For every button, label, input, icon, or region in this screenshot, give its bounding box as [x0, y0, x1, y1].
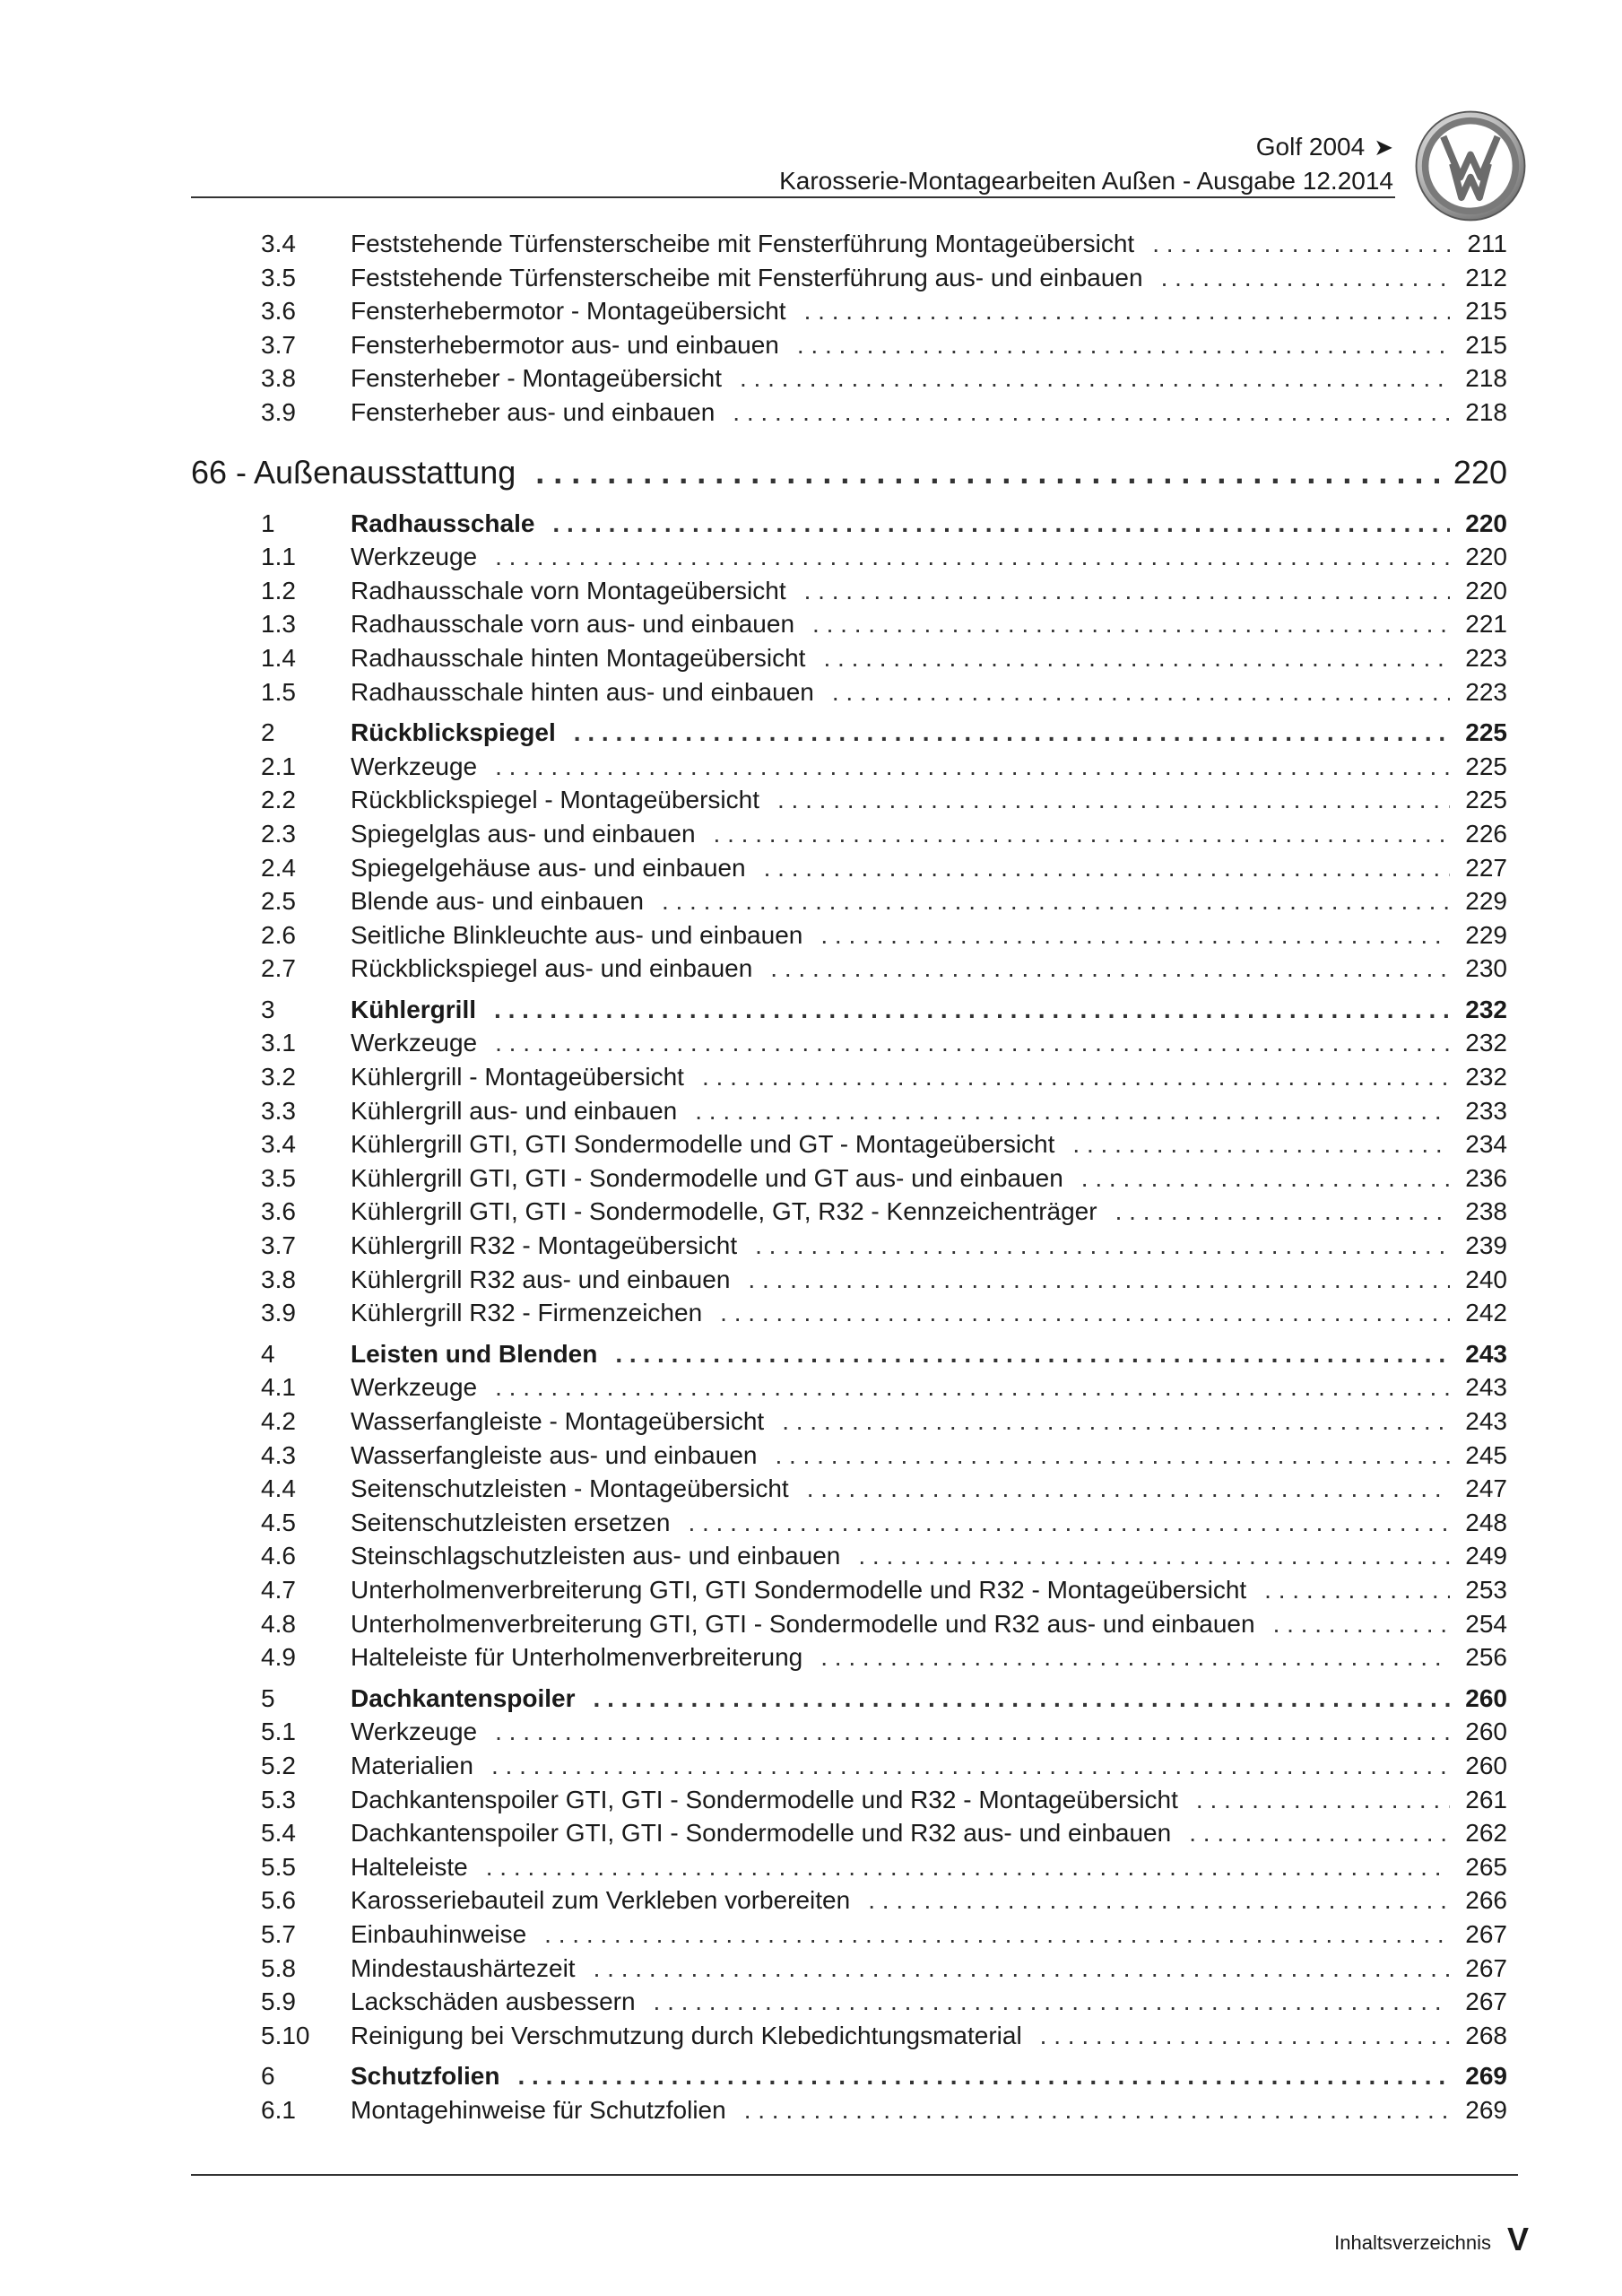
toc-entry-page: 240: [1465, 1265, 1507, 1293]
toc-section-entry[interactable]: [191, 2059, 1507, 2093]
toc-entry[interactable]: [191, 1952, 1507, 1986]
toc-entry-page: 225: [1465, 718, 1507, 747]
arrow-right-icon: ➤: [1374, 134, 1393, 161]
toc-leader-dots: [1189, 1816, 1450, 1850]
toc-entry-number: 3.6: [261, 1197, 296, 1226]
toc-entry-page: 220: [1453, 453, 1507, 491]
toc-entry[interactable]: [191, 1539, 1507, 1573]
toc-entry-page: 262: [1465, 1819, 1507, 1848]
toc-entry[interactable]: [191, 1749, 1507, 1783]
toc-entry-title: Rückblickspiegel - Montageübersicht: [351, 786, 759, 814]
toc-entry-number: 1.2: [261, 576, 296, 604]
toc-leader-dots: [1115, 1195, 1450, 1229]
toc-entry[interactable]: [191, 2093, 1507, 2127]
header-divider: [191, 196, 1395, 198]
toc-entry-page: 229: [1465, 887, 1507, 916]
toc-leader-dots: [777, 783, 1450, 817]
toc-entry-title: Einbauhinweise: [351, 1919, 527, 1948]
toc-entry-title: Radhausschale hinten aus- und einbauen: [351, 677, 814, 706]
toc-entry[interactable]: [191, 1405, 1507, 1439]
toc-entry-page: 236: [1465, 1163, 1507, 1192]
toc-entry-number: 5: [261, 1683, 275, 1712]
toc-leader-dots: [832, 675, 1450, 709]
toc-entry-number: 3.5: [261, 1163, 296, 1192]
toc-entry-page: 221: [1465, 610, 1507, 639]
toc-entry-page: 267: [1465, 1953, 1507, 1982]
toc-entry-page: 254: [1465, 1609, 1507, 1638]
toc-entry[interactable]: [191, 1918, 1507, 1952]
toc-leader-dots: [812, 607, 1450, 641]
toc-entry[interactable]: [191, 1472, 1507, 1506]
toc-entry-page: 245: [1465, 1440, 1507, 1469]
toc-entry-number: 3.7: [261, 330, 296, 359]
toc-entry-page: 248: [1465, 1508, 1507, 1536]
toc-entry-title: Feststehende Türfensterscheibe mit Fensterführung aus- und einbauen: [351, 263, 1143, 291]
toc-entry-number: 6: [261, 2062, 275, 2091]
toc-entry[interactable]: [191, 328, 1507, 362]
toc-leader-dots: [770, 952, 1450, 986]
toc-section-entry[interactable]: [191, 993, 1507, 1027]
toc-entry-page: 266: [1465, 1886, 1507, 1915]
toc-entry-title: Kühlergrill R32 - Firmenzeichen: [351, 1299, 703, 1327]
toc-entry-number: 4.6: [261, 1542, 296, 1570]
toc-entry-number: 3.3: [261, 1096, 296, 1125]
toc-entry[interactable]: [191, 918, 1507, 952]
toc-entry-title: Kühlergrill: [351, 995, 477, 1023]
toc-entry-number: 2.3: [261, 819, 296, 848]
toc-leader-dots: [868, 1883, 1450, 1918]
toc-entry-number: 2.4: [261, 853, 296, 882]
toc-entry-title: Materialien: [351, 1751, 473, 1779]
toc-leader-dots: [797, 328, 1450, 362]
toc-entry-number: 4.5: [261, 1508, 296, 1536]
toc-entry-number: 4.2: [261, 1407, 296, 1435]
toc-leader-dots: [544, 1918, 1450, 1952]
toc-entry[interactable]: [191, 1607, 1507, 1641]
toc-entry-page: 256: [1465, 1643, 1507, 1672]
toc-entry-title: Kühlergrill R32 aus- und einbauen: [351, 1265, 731, 1293]
toc-entry-page: 225: [1465, 786, 1507, 814]
toc-entry-number: 1.3: [261, 610, 296, 639]
toc-entry[interactable]: [191, 607, 1507, 641]
toc-leader-dots: [764, 851, 1450, 885]
toc-entry[interactable]: [191, 750, 1507, 784]
toc-entry-title: Dachkantenspoiler GTI, GTI - Sondermodelle und R32 - Montageübersicht: [351, 1785, 1178, 1813]
toc-entry-number: 3.9: [261, 397, 296, 426]
toc-entry-number: 5.3: [261, 1785, 296, 1813]
toc-entry-page: 239: [1465, 1231, 1507, 1260]
toc-entry[interactable]: [191, 1127, 1507, 1161]
toc-entry-number: 2.5: [261, 887, 296, 916]
toc-leader-dots: [662, 884, 1450, 918]
toc-leader-dots: [517, 2059, 1450, 2093]
toc-leader-dots: [495, 1370, 1450, 1405]
toc-entry-number: 5.9: [261, 1987, 296, 2016]
toc-entry[interactable]: [191, 851, 1507, 885]
toc-entry-page: 220: [1465, 543, 1507, 571]
toc-entry-page: 267: [1465, 1919, 1507, 1948]
toc-leader-dots: [1264, 1573, 1450, 1607]
toc-entry-number: 4: [261, 1339, 275, 1368]
toc-entry-page: 243: [1465, 1339, 1507, 1368]
toc-entry-title: Werkzeuge: [351, 1029, 478, 1057]
toc-entry-title: Werkzeuge: [351, 543, 478, 571]
toc-entry-number: 3.7: [261, 1231, 296, 1260]
toc-entry[interactable]: [191, 952, 1507, 986]
toc-entry-page: 253: [1465, 1575, 1507, 1604]
toc-leader-dots: [594, 1952, 1450, 1986]
toc-entry-number: 2: [261, 718, 275, 747]
toc-entry-page: 232: [1465, 1063, 1507, 1091]
toc-entry-number: 3.9: [261, 1299, 296, 1327]
toc-entry-number: 5.5: [261, 1852, 296, 1881]
toc-entry[interactable]: [191, 1060, 1507, 1094]
toc-leader-dots: [688, 1506, 1450, 1540]
toc-entry-number: 3.8: [261, 1265, 296, 1293]
toc-entry[interactable]: [191, 1640, 1507, 1674]
toc-entry[interactable]: [191, 1296, 1507, 1330]
toc-entry-page: 233: [1465, 1096, 1507, 1125]
toc-entry-page: 225: [1465, 752, 1507, 780]
toc-leader-dots: [775, 1439, 1450, 1473]
toc-entry-title: Radhausschale: [351, 509, 535, 537]
toc-leader-dots: [740, 361, 1450, 396]
toc-entry-title: Dachkantenspoiler: [351, 1683, 576, 1712]
toc-leader-dots: [748, 1263, 1450, 1297]
toc-entry[interactable]: [191, 227, 1507, 261]
toc-entry[interactable]: [191, 1094, 1507, 1128]
toc-leader-dots: [858, 1539, 1450, 1573]
toc-entry-page: 218: [1465, 397, 1507, 426]
toc-entry-page: 238: [1465, 1197, 1507, 1226]
toc-entry[interactable]: [191, 1850, 1507, 1884]
table-of-contents: [191, 227, 1507, 2126]
toc-entry-title: Kühlergrill aus- und einbauen: [351, 1096, 678, 1125]
footer-page-number: V: [1506, 2221, 1529, 2257]
toc-leader-dots: [495, 1026, 1450, 1060]
toc-entry-title: Seitliche Blinkleuchte aus- und einbauen: [351, 920, 803, 949]
toc-entry-page: 230: [1465, 954, 1507, 983]
toc-entry-page: 247: [1465, 1474, 1507, 1503]
toc-entry-number: 5.8: [261, 1953, 296, 1982]
toc-entry-number: 5.4: [261, 1819, 296, 1848]
toc-entry-page: 226: [1465, 819, 1507, 848]
toc-entry[interactable]: [191, 1816, 1507, 1850]
toc-entry-title: Reinigung bei Verschmutzung durch Klebedichtungsmaterial: [351, 2021, 1022, 2049]
toc-entry-title: Seitenschutzleisten ersetzen: [351, 1508, 671, 1536]
toc-entry-number: 3.6: [261, 297, 296, 326]
toc-entry[interactable]: [191, 2019, 1507, 2053]
toc-leader-dots: [714, 817, 1450, 851]
toc-entry-number: 3.5: [261, 263, 296, 291]
toc-entry-page: 215: [1465, 330, 1507, 359]
toc-entry[interactable]: [191, 1195, 1507, 1229]
toc-section-entry[interactable]: [191, 507, 1507, 541]
toc-entry-page: 249: [1465, 1542, 1507, 1570]
header-title: [1256, 133, 1393, 161]
header-subtitle: Karosserie-Montagearbeiten Außen - Ausgabe 12.2014: [779, 167, 1393, 195]
toc-leader-dots: [1273, 1607, 1450, 1641]
toc-entry-page: 232: [1465, 995, 1507, 1023]
toc-entry-page: 265: [1465, 1852, 1507, 1881]
toc-entry-title: Wasserfangleiste aus- und einbauen: [351, 1440, 758, 1469]
toc-leader-dots: [495, 1715, 1450, 1749]
toc-entry-number: 4.3: [261, 1440, 296, 1469]
toc-entry-title: Fensterheber - Montageübersicht: [351, 364, 722, 393]
toc-entry[interactable]: [191, 1439, 1507, 1473]
toc-entry-title: Werkzeuge: [351, 752, 478, 780]
toc-entry[interactable]: [191, 574, 1507, 608]
toc-entry-number: 4.8: [261, 1609, 296, 1638]
toc-leader-dots: [823, 641, 1450, 675]
toc-entry[interactable]: [191, 396, 1507, 430]
toc-entry-number: 4.9: [261, 1643, 296, 1672]
toc-entry[interactable]: [191, 1985, 1507, 2019]
toc-entry-title: Leisten und Blenden: [351, 1339, 598, 1368]
vw-logo: [1414, 109, 1527, 222]
toc-entry-title: Werkzeuge: [351, 1718, 478, 1746]
toc-leader-dots: [491, 1749, 1450, 1783]
toc-entry-number: 3.4: [261, 230, 296, 257]
toc-entry-page: 211: [1467, 230, 1507, 257]
toc-entry-title: Rückblickspiegel aus- und einbauen: [351, 954, 753, 983]
toc-entry-number: 5.2: [261, 1751, 296, 1779]
toc-leader-dots: [495, 750, 1450, 784]
toc-entry-title: Radhausschale hinten Montageübersicht: [351, 643, 806, 672]
toc-entry-title: Lackschäden ausbessern: [351, 1987, 636, 2016]
toc-entry-page: 229: [1465, 920, 1507, 949]
toc-entry-title: Spiegelgehäuse aus- und einbauen: [351, 853, 746, 882]
toc-entry-page: 220: [1465, 509, 1507, 537]
toc-entry[interactable]: [191, 1161, 1507, 1196]
toc-entry-number: 1.5: [261, 677, 296, 706]
toc-entry[interactable]: [191, 1573, 1507, 1607]
toc-entry-title: 66 - Außenausstattung: [191, 453, 516, 491]
toc-entry-page: 269: [1465, 2095, 1507, 2124]
toc-entry-page: 242: [1465, 1299, 1507, 1327]
toc-entry-number: 2.2: [261, 786, 296, 814]
toc-entry-number: 1.4: [261, 643, 296, 672]
footer-label: Inhaltsverzeichnis: [1334, 2231, 1491, 2254]
toc-entry-title: Fensterhebermotor aus- und einbauen: [351, 330, 779, 359]
toc-entry[interactable]: [191, 675, 1507, 709]
toc-entry-page: 218: [1465, 364, 1507, 393]
toc-entry-page: 243: [1465, 1373, 1507, 1402]
toc-entry-title: Schutzfolien: [351, 2062, 500, 2091]
toc-entry-page: 234: [1465, 1130, 1507, 1159]
toc-entry-number: 4.4: [261, 1474, 296, 1503]
toc-entry-page: 227: [1465, 853, 1507, 882]
toc-entry[interactable]: [191, 1263, 1507, 1297]
toc-leader-dots: [807, 1472, 1450, 1506]
toc-entry[interactable]: [191, 1783, 1507, 1817]
toc-entry-number: 4.7: [261, 1575, 296, 1604]
toc-entry-page: 261: [1465, 1785, 1507, 1813]
toc-entry-title: Kühlergrill GTI, GTI - Sondermodelle, GT, R32 - Kennzeichenträger: [351, 1197, 1097, 1226]
toc-entry-title: Spiegelglas aus- und einbauen: [351, 819, 696, 848]
toc-entry-title: Radhausschale vorn aus- und einbauen: [351, 610, 795, 639]
toc-leader-dots: [1196, 1783, 1450, 1817]
toc-entry-number: 3: [261, 995, 275, 1023]
toc-leader-dots: [702, 1060, 1450, 1094]
toc-entry[interactable]: [191, 783, 1507, 817]
toc-leader-dots: [495, 540, 1450, 574]
toc-leader-dots: [574, 716, 1450, 750]
toc-leader-dots: [1040, 2019, 1450, 2053]
toc-entry-number: 2.1: [261, 752, 296, 780]
toc-entry-title: Wasserfangleiste - Montageübersicht: [351, 1407, 765, 1435]
toc-entry-number: 5.10: [261, 2021, 310, 2049]
toc-entry-page: 220: [1465, 576, 1507, 604]
toc-entry-number: 5.6: [261, 1886, 296, 1915]
toc-leader-dots: [720, 1296, 1450, 1330]
toc-entry-page: 260: [1465, 1751, 1507, 1779]
toc-leader-dots: [1081, 1161, 1450, 1196]
toc-entry-page: 260: [1465, 1683, 1507, 1712]
toc-entry[interactable]: [191, 1026, 1507, 1060]
footer-divider: [191, 2174, 1518, 2176]
toc-leader-dots: [654, 1985, 1450, 2019]
toc-entry-number: 2.6: [261, 920, 296, 949]
toc-entry-number: 3.4: [261, 1130, 296, 1159]
toc-entry-number: 1.1: [261, 543, 296, 571]
toc-leader-dots: [744, 2093, 1450, 2127]
toc-entry-title: Kühlergrill GTI, GTI Sondermodelle und GT - Montageübersicht: [351, 1130, 1055, 1159]
toc-entry-page: 268: [1465, 2021, 1507, 2049]
toc-entry[interactable]: [191, 1715, 1507, 1749]
toc-entry[interactable]: [191, 1506, 1507, 1540]
toc-entry-title: Steinschlagschutzleisten aus- und einbauen: [351, 1542, 841, 1570]
toc-leader-dots: [820, 918, 1450, 952]
toc-leader-dots: [782, 1405, 1450, 1439]
toc-section-entry[interactable]: [191, 716, 1507, 750]
toc-entry-number: 6.1: [261, 2095, 296, 2124]
toc-entry-page: 260: [1465, 1718, 1507, 1746]
toc-entry-page: 269: [1465, 2062, 1507, 2091]
toc-section-entry[interactable]: [191, 1682, 1507, 1716]
toc-leader-dots: [1152, 227, 1450, 261]
toc-entry[interactable]: [191, 1883, 1507, 1918]
toc-entry-number: 3.2: [261, 1063, 296, 1091]
toc-entry-page: 212: [1465, 263, 1507, 291]
toc-entry-page: 215: [1465, 297, 1507, 326]
toc-leader-dots: [535, 446, 1441, 500]
toc-leader-dots: [1072, 1127, 1450, 1161]
toc-entry-number: 5.1: [261, 1718, 296, 1746]
toc-chapter-entry[interactable]: [191, 446, 1507, 500]
toc-leader-dots: [755, 1229, 1450, 1263]
toc-entry-title: Seitenschutzleisten - Montageübersicht: [351, 1474, 789, 1503]
toc-section-entry[interactable]: [191, 1337, 1507, 1371]
toc-leader-dots: [594, 1682, 1450, 1716]
toc-entry-number: 1: [261, 509, 275, 537]
toc-entry[interactable]: [191, 540, 1507, 574]
toc-leader-dots: [494, 993, 1450, 1027]
toc-entry-title: Unterholmenverbreiterung GTI, GTI Sondermodelle und R32 - Montageübersicht: [351, 1575, 1247, 1604]
toc-leader-dots: [552, 507, 1450, 541]
toc-entry-page: 223: [1465, 677, 1507, 706]
toc-entry-number: 3.8: [261, 364, 296, 393]
toc-entry[interactable]: [191, 261, 1507, 295]
toc-entry[interactable]: [191, 641, 1507, 675]
toc-leader-dots: [486, 1850, 1450, 1884]
toc-leader-dots: [695, 1094, 1450, 1128]
toc-entry-title: Fensterhebermotor - Montageübersicht: [351, 297, 786, 326]
toc-entry-title: Blende aus- und einbauen: [351, 887, 644, 916]
toc-entry[interactable]: [191, 817, 1507, 851]
toc-entry[interactable]: [191, 1229, 1507, 1263]
toc-entry-page: 243: [1465, 1407, 1507, 1435]
toc-entry-number: 5.7: [261, 1919, 296, 1948]
toc-entry-title: Feststehende Türfensterscheibe mit Fensterführung Montageübersicht: [351, 230, 1135, 257]
toc-leader-dots: [820, 1640, 1450, 1674]
toc-leader-dots: [1161, 261, 1450, 295]
toc-entry-title: Kühlergrill GTI, GTI - Sondermodelle und GT aus- und einbauen: [351, 1163, 1063, 1192]
toc-entry-title: Kühlergrill - Montageübersicht: [351, 1063, 684, 1091]
toc-leader-dots: [804, 294, 1450, 328]
toc-entry[interactable]: [191, 884, 1507, 918]
toc-entry-number: 4.1: [261, 1373, 296, 1402]
toc-entry-title: Radhausschale vorn Montageübersicht: [351, 576, 786, 604]
toc-entry-title: Werkzeuge: [351, 1373, 478, 1402]
toc-entry-number: 3.1: [261, 1029, 296, 1057]
toc-entry-title: Halteleiste: [351, 1852, 468, 1881]
toc-entry-page: 223: [1465, 643, 1507, 672]
toc-entry-title: Unterholmenverbreiterung GTI, GTI - Sondermodelle und R32 aus- und einbauen: [351, 1609, 1255, 1638]
toc-leader-dots: [733, 396, 1450, 430]
toc-entry-title: Halteleiste für Unterholmenverbreiterung: [351, 1643, 803, 1672]
toc-leader-dots: [615, 1337, 1450, 1371]
toc-entry[interactable]: [191, 361, 1507, 396]
header-title-text: Golf 2004: [1255, 133, 1366, 161]
toc-entry-title: Montagehinweise für Schutzfolien: [351, 2095, 726, 2124]
toc-entry-number: 2.7: [261, 954, 296, 983]
toc-entry[interactable]: [191, 294, 1507, 328]
toc-entry-title: Rückblickspiegel: [351, 718, 556, 747]
toc-entry-title: Kühlergrill R32 - Montageübersicht: [351, 1231, 738, 1260]
toc-entry-page: 232: [1465, 1029, 1507, 1057]
toc-entry-title: Dachkantenspoiler GTI, GTI - Sondermodelle und R32 aus- und einbauen: [351, 1819, 1172, 1848]
toc-entry-title: Karosseriebauteil zum Verkleben vorbereiten: [351, 1886, 851, 1915]
toc-entry[interactable]: [191, 1370, 1507, 1405]
toc-entry-title: Fensterheber aus- und einbauen: [351, 397, 716, 426]
toc-entry-page: 267: [1465, 1987, 1507, 2016]
toc-entry-title: Mindestaushärtezeit: [351, 1953, 576, 1982]
toc-leader-dots: [804, 574, 1450, 608]
